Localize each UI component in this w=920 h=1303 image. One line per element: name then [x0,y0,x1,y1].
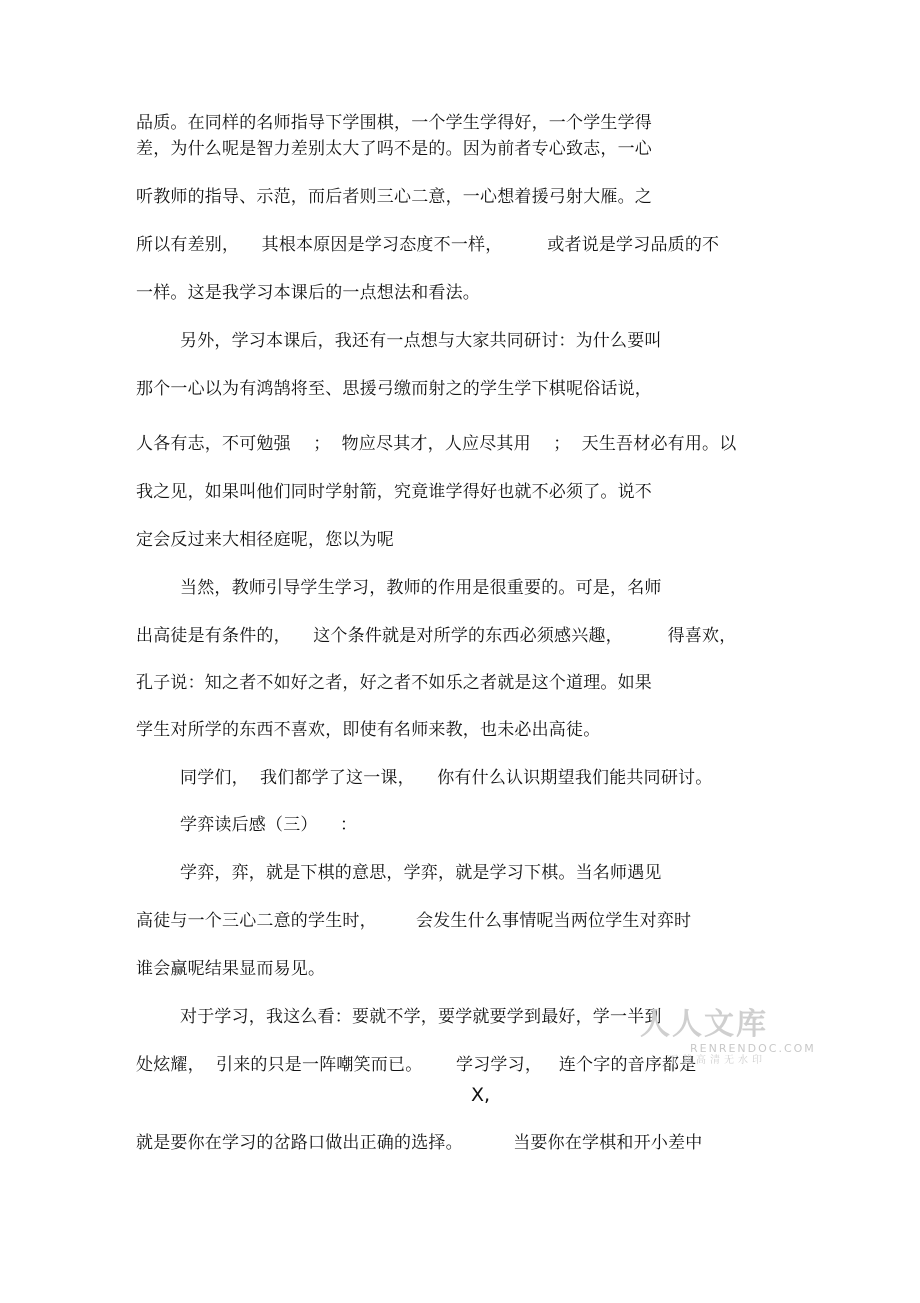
text-line-8: 人各有志，不可勉强 ； 物应尽其才，人应尽其用 ； 天生吾材必有用。以 [136,434,737,454]
text-line-19: 谁会赢呢结果显而易见。 [136,959,326,979]
text-line-1: 品质。在同样的名师指导下学围棋，一个学生学得好，一个学生学得 [136,113,652,133]
text-line-20: 对于学习，我这么看：要就不学，要学就要学到最好，学一半到 [180,1007,662,1027]
text-line-10: 定会反过来大相径庭呢，您以为呢 [136,530,394,550]
text-line-15: 同学们， 我们都学了这一课， 你有什么认识期望我们能共同研讨。 [180,768,713,788]
text-line-3: 听教师的指导、示范，而后者则三心二意，一心想着援弓射大雁。之 [136,187,652,207]
text-line-17: 学弈，弈，就是下棋的意思，学弈，就是学习下棋。当名师遇见 [180,863,662,883]
stray-mark: X, [471,1084,491,1106]
text-line-12: 出高徒是有条件的， 这个条件就是对所学的东西必须感兴趣， 得喜欢， [136,626,737,646]
text-line-21: 处炫耀， 引来的只是一阵嘲笑而已。 学习学习， 连个字的音序都是 [136,1055,697,1075]
text-line-11: 当然，教师引导学生学习，教师的作用是很重要的。可是，名师 [180,578,662,598]
text-line-4: 所以有差别， 其根本原因是学习态度不一样， 或者说是学习品质的不 [136,235,720,255]
text-line-18: 高徒与一个三心二意的学生时， 会发生什么事情呢当两位学生对弈时 [136,911,692,931]
text-line-2: 差，为什么呢是智力差别太大了吗不是的。因为前者专心致志，一心 [136,139,652,159]
text-line-13: 孔子说：知之者不如好之者，好之者不如乐之者就是这个道理。如果 [136,673,652,693]
watermark-logo: 人人文库 [640,1007,768,1042]
text-line-22: 就是要你在学习的岔路口做出正确的选择。 当要你在学棋和开小差中 [136,1133,703,1153]
text-line-14: 学生对所学的东西不喜欢，即使有名师来教，也未必出高徒。 [136,720,601,740]
text-line-5: 一样。这是我学习本课后的一点想法和看法。 [136,283,480,303]
section-heading: 学弈读后感（三） ： [180,815,358,835]
text-line-6: 另外，学习本课后，我还有一点想与大家共同研讨：为什么要叫 [180,331,662,351]
watermark-slogan: 下载高清无水印 [668,1055,766,1066]
text-line-9: 我之见，如果叫他们同时学射箭，究竟谁学得好也就不必须了。说不 [136,482,652,502]
watermark-url: RENRENDOC.COM [690,1042,816,1055]
text-line-7: 那个一心以为有鸿鹄将至、思援弓缴而射之的学生学下棋呢俗话说， [136,379,652,399]
